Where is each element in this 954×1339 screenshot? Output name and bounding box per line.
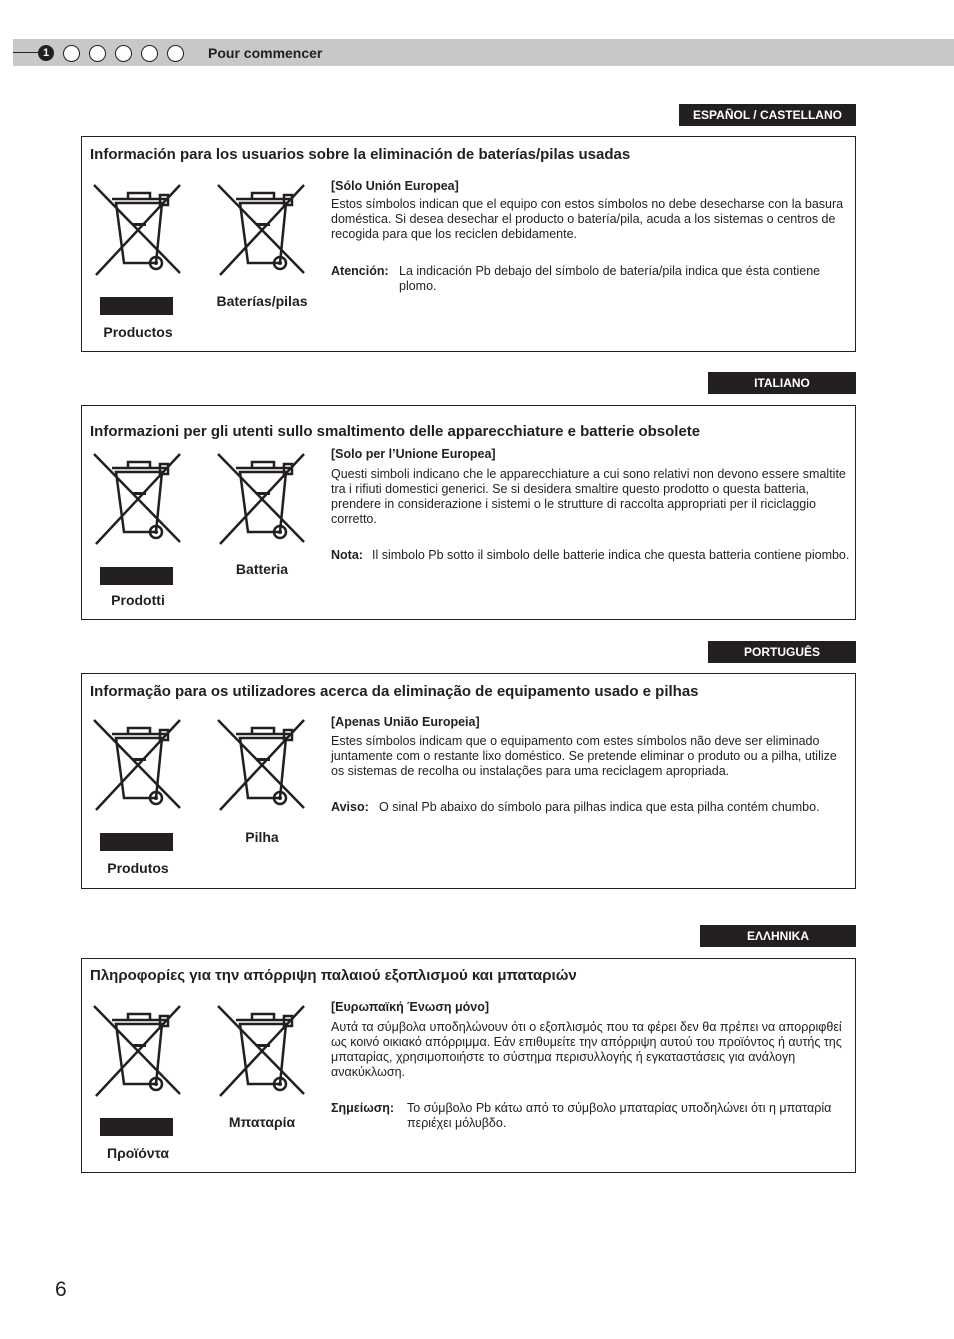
body-text: Questi simboli indicano che le apparecchiature a cui sono relativi non devono essere smaltite tra i rifiuti domestici generici. Se si desidera smaltire questo prodotto o questa batteria, prendere in considerazione i sistemi o le strutture di raccolta appropriati per il riciclaggio corretto. (331, 467, 846, 526)
product-bar (100, 833, 173, 851)
step-active: 1 (38, 45, 54, 61)
step-circle (115, 45, 132, 62)
panel-el (81, 958, 856, 1173)
lang-tag-el: ΕΛΛΗΝΙΚΑ (700, 925, 856, 947)
scope-label: [Ευρωπαϊκή Ένωση μόνο] (331, 1000, 490, 1014)
panel-it (81, 405, 856, 620)
crossed-bin-icon (90, 1002, 186, 1102)
body-text: Estes símbolos indicam que o equipamento com estes símbolos não deve ser eliminado juntamente com o restante lixo doméstico. Se pretende eliminar o produto ou a pilha, utilize os sistemas de recolha ou instalações para uma reciclagem apropriada. (331, 734, 837, 778)
product-bar (100, 567, 173, 585)
battery-label: Baterías/pilas (216, 293, 308, 309)
step-circle (63, 45, 80, 62)
note-text: O sinal Pb abaixo do símbolo para pilhas indica que esta pilha contém chumbo. (379, 800, 820, 814)
scope-label: [Sólo Unión Europea] (331, 179, 459, 193)
panel-title: Πληροφορίες για την απόρριψη παλαιού εξοπλισμού και μπαταριών (90, 967, 577, 984)
note-label: Σημείωση: (331, 1101, 395, 1115)
step-indicator (38, 43, 193, 63)
lang-tag-pt: PORTUGUÊS (708, 641, 856, 663)
panel-pt (81, 673, 856, 889)
body-text: Estos símbolos indican que el equipo con estos símbolos no debe desecharse con la basura doméstica. Si desea desechar el producto o batería/pila, acuda a los sistemas o centros de recogida para que los reciclen debidamente. (331, 197, 844, 241)
battery-label: Batteria (235, 561, 289, 577)
battery-label: Μπαταρία (228, 1114, 296, 1130)
note-label: Aviso: (331, 800, 369, 814)
scope-label: [Apenas União Europeia] (331, 715, 480, 729)
crossed-bin-icon (90, 450, 186, 550)
crossed-bin-icon (214, 181, 310, 281)
scope-label: [Solo per l’Unione Europea] (331, 447, 496, 461)
product-bar (100, 1118, 173, 1136)
lang-tag-es: ESPAÑOL / CASTELLANO (679, 104, 856, 126)
products-label: Prodotti (111, 592, 165, 608)
battery-label: Pilha (245, 829, 279, 845)
products-label: Produtos (107, 860, 169, 876)
lang-tag-it: ITALIANO (708, 372, 856, 394)
step-circle (89, 45, 106, 62)
section-name: Pour commencer (208, 45, 323, 61)
note-text: La indicación Pb debajo del símbolo de batería/pila indica que ésta contiene plomo. (399, 264, 821, 293)
crossed-bin-icon (214, 450, 310, 550)
note-text: Il simbolo Pb sotto il simbolo delle batterie indica che questa batteria contiene piombo. (372, 548, 850, 562)
crossed-bin-icon (90, 716, 186, 816)
product-bar (100, 297, 173, 315)
note-text: Το σύμβολο Pb κάτω από το σύμβολο μπαταρίας υποδηλώνει ότι η μπαταρία περιέχει μόλυβδο. (407, 1101, 832, 1130)
crossed-bin-icon (90, 181, 186, 281)
page-number: 6 (55, 1278, 67, 1301)
panel-es (81, 136, 856, 352)
note-label: Nota: (331, 548, 363, 562)
panel-title: Información para los usuarios sobre la eliminación de baterías/pilas usadas (90, 146, 631, 163)
products-label: Προϊόντα (106, 1145, 169, 1161)
body-text: Αυτά τα σύμβολα υποδηλώνουν ότι ο εξοπλισμός που τα φέρει δεν θα πρέπει να απορριφθεί ως κοινό οικιακό απόρριμμα. Εάν επιθυμείτε την απόρριψη αυτού του προϊόντος ή αυτής της μπαταρίας, χρησιμοποιήστε το σύστημα περισυλλογής ή εγκαταστάσεις για ανάλογη ανακύκλωση. (331, 1020, 842, 1079)
crossed-bin-icon (214, 716, 310, 816)
step-circle (167, 45, 184, 62)
products-label: Productos (103, 324, 173, 340)
crossed-bin-icon (214, 1002, 310, 1102)
note-label: Atención: (331, 264, 389, 278)
panel-title: Informação para os utilizadores acerca da eliminação de equipamento usado e pilhas (90, 683, 699, 700)
step-circle (141, 45, 158, 62)
panel-title: Informazioni per gli utenti sullo smaltimento delle apparecchiature e batterie obsolete (90, 423, 701, 440)
